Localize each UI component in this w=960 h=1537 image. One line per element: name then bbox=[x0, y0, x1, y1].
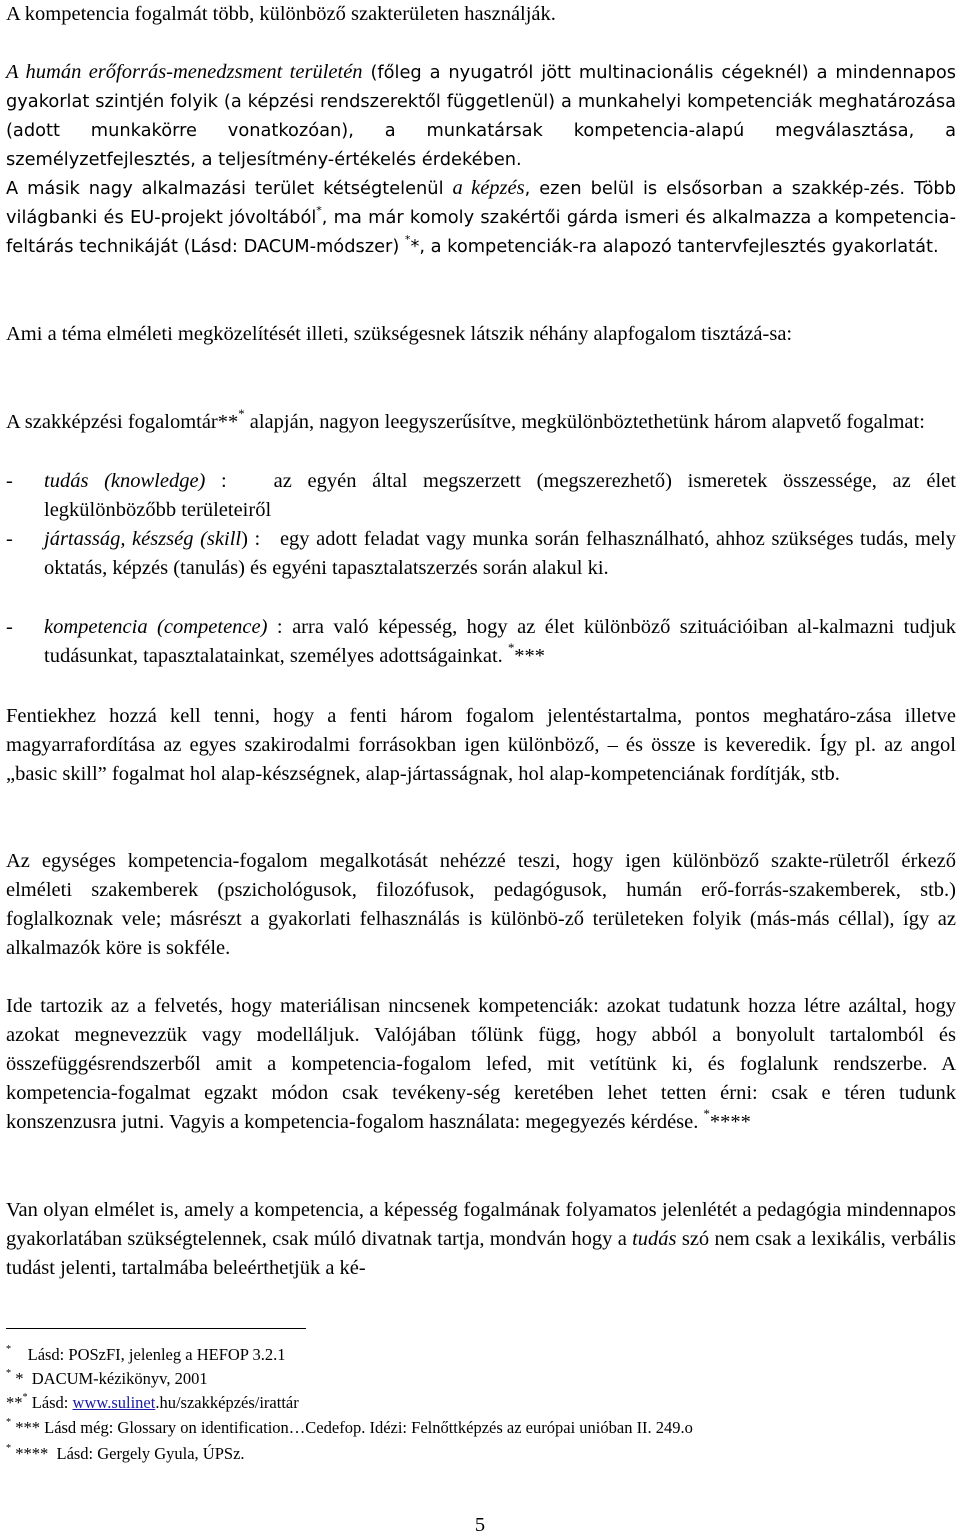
footnote-ref-5: * bbox=[703, 1107, 710, 1122]
footnote-4 bbox=[6, 1416, 956, 1440]
paragraph-unified-concept: Az egységes kompetencia-fogalom megalkotását nehézzé teszi, hogy igen különböző szakte-rületről érkező elméleti szakemberek (pszichológusok, filozófusok, pedagógusok, humán erő-forrás-szakemberek, stb.) foglalkoznak vele; másrészt a gyakorlati felhasználás is különbö-ző területeken folyik (más-más céllal), így az alkalmazók köre is sokféle. bbox=[6, 850, 956, 959]
sulinet-link[interactable]: www.sulinet bbox=[72, 1393, 156, 1412]
footnote-text: * DACUM-kézikönyv, 2001 bbox=[11, 1369, 208, 1388]
training-text-d: *, a kompetenciák-ra alapozó tantervfejlesztés gyakorlatát. bbox=[410, 236, 939, 257]
paragraph-hr bbox=[6, 58, 956, 174]
footnote-text: **** Lásd: Gergely Gyula, ÚPSz. bbox=[11, 1444, 245, 1463]
page-number: 5 bbox=[474, 1514, 486, 1536]
fashion-text-a: Van olyan elmélet is, amely a kompetencia, a képesség fogalmának folyamatos jelenlétét a pedagógia mindennapos gyakorlatában szükségtelennek, csak múló divatnak tartja, mondván hogy a bbox=[6, 1199, 956, 1250]
paragraph-theory: Ami a téma elméleti megközelítését illeti, szükségesnek látszik néhány alapfogalom tisztázá-sa: bbox=[6, 323, 793, 345]
footnote-text: Lásd: POSzFI, jelenleg a HEFOP 3.2.1 bbox=[11, 1345, 286, 1364]
footnote-ref-3: * bbox=[238, 407, 245, 422]
footnote-separator bbox=[6, 1328, 306, 1329]
paragraph-training bbox=[6, 174, 956, 261]
footnote-ref-1: * bbox=[316, 204, 322, 218]
footnote-after: .hu/szakképzés/irattár bbox=[155, 1393, 299, 1412]
term-dash: - bbox=[6, 616, 13, 638]
footnote-marker: * bbox=[6, 1416, 12, 1428]
term-dash: - bbox=[6, 470, 13, 492]
term-name: jártasság, készség (skill bbox=[44, 528, 242, 550]
materiality-text-a: Ide tartozik az a felvetés, hogy materiálisan nincsenek kompetenciák: azokat tudatunk hozza létre azáltal, hogy azokat megnevezzük vagy modelláljuk. Valójában tőlünk függ, hogy abból a bonyolult tartalomból és összefüggésrendszerből amit a kompetencia-fogalom lefed, mit vetítünk ki, és foglalunk rendszerbe. A kompetencia-fogalmat egzakt módon csak tevékeny-ség keretében lehet tetten érni: csak e téren tudunk konszenzusra jutni. Vagyis a kompetencia-fogalom használata: megegyezés kérdése. bbox=[6, 995, 956, 1133]
training-text-b: , ezen belül is elsősorban a szakkép-zés. Több világbanki és EU-projekt jóvoltából bbox=[6, 178, 956, 228]
term-skill bbox=[6, 525, 956, 583]
footnote-ref-2: * bbox=[404, 233, 411, 247]
footnote-5 bbox=[6, 1442, 956, 1466]
intro-line: A kompetencia fogalmát több, különböző szakterületen használják. bbox=[6, 3, 556, 25]
term-competence bbox=[6, 613, 956, 671]
term-separator: : bbox=[267, 616, 293, 638]
footnote-marker: * bbox=[6, 1367, 12, 1379]
footnote-text: Lásd: bbox=[27, 1393, 73, 1412]
term-knowledge bbox=[6, 467, 956, 525]
hr-body: (főleg a nyugatról jött multinacionális cégeknél) a mindennapos gyakorlat szintjén folyik (a képzési rendszerektől függetlenül) a munkahelyi kompetenciák meghatározása (adott munkakörre vonatkozóan), a munkatársak kompetencia-alapú megválasztása, a személyzetfejlesztés, a teljesítmény-értékelés érdekében. bbox=[6, 62, 957, 170]
term-separator: : bbox=[205, 470, 274, 492]
glossary-text-a: A szakképzési fogalomtár** bbox=[6, 411, 239, 433]
glossary-text-b: alapján, nagyon leegyszerűsítve, megkülönböztethetünk három alapvető fogalmat: bbox=[244, 411, 925, 433]
footnote-lead: ** bbox=[6, 1393, 23, 1412]
term-definition: az egyén által megszerzett (megszerezhető) ismeretek összessége, az élet legkülönbözőbb területeiről bbox=[44, 470, 956, 521]
paragraph-translation: Fentiekhez hozzá kell tenni, hogy a fenti három fogalom jelentéstartalma, pontos meghatáro-zása illetve magyarrafordítása az egyes szakirodalmi forrásokban igen különböző, – és össze is keveredik. Így pl. az angol „basic skill” fogalmat hol alap-készségnek, alap-jártasságnak, hol alap-kompetenciának fordítják, stb. bbox=[6, 705, 956, 785]
footnote-1 bbox=[6, 1343, 956, 1367]
footnote-marker: * bbox=[6, 1343, 12, 1355]
paragraph-glossary bbox=[6, 408, 956, 437]
fashion-text-b: szó nem csak a lexikális, verbális tudást jelenti, tartalmába beleérthetjük a ké- bbox=[6, 1228, 956, 1279]
training-text-a: A másik nagy alkalmazási terület kétségtelenül bbox=[6, 178, 453, 199]
paragraph-materiality bbox=[6, 992, 956, 1137]
term-body bbox=[44, 525, 956, 583]
term-name: kompetencia (competence) bbox=[44, 616, 268, 638]
term-dash: - bbox=[6, 528, 13, 550]
materiality-text-b: **** bbox=[709, 1111, 751, 1133]
hr-italic-phrase: A humán erőforrás-menedzsment területén bbox=[6, 61, 363, 83]
term-name: tudás (knowledge) bbox=[44, 470, 206, 492]
term-definition: arra való képesség, hogy az élet különböző szituációiban al-kalmazni tudjuk tudásunkat, tapasztalatainkat, személyes adottságainkat. bbox=[44, 616, 957, 667]
footnote-2 bbox=[6, 1367, 956, 1391]
footnote-marker: * bbox=[6, 1442, 12, 1454]
term-body bbox=[44, 613, 956, 671]
paragraph-theory-fashion bbox=[6, 1196, 956, 1283]
training-italic: a képzés bbox=[452, 177, 525, 199]
term-separator: ) : bbox=[241, 528, 280, 550]
footnote-ref-4: * bbox=[507, 641, 515, 656]
footnote-text: *** Lásd még: Glossary on identification…Cedefop. Idézi: Felnőttképzés az európai unióban II. 249.o bbox=[11, 1418, 693, 1437]
training-text-c: , ma már komoly szakértői gárda ismeri és alkalmazza a kompetencia-feltárás technikáját (Lásd: DACUM-módszer) bbox=[6, 207, 956, 257]
term-tail: *** bbox=[514, 645, 546, 667]
fashion-italic-word: tudás bbox=[632, 1228, 677, 1250]
term-body bbox=[44, 467, 956, 525]
term-definition: egy adott feladat vagy munka során felhasználható, ahhoz szükséges tudás, mely oktatás, képzés (tanulás) és egyéni tapasztalatszerzés során alakul ki. bbox=[44, 528, 956, 579]
footnote-marker: * bbox=[22, 1391, 28, 1403]
footnote-3 bbox=[6, 1391, 956, 1415]
